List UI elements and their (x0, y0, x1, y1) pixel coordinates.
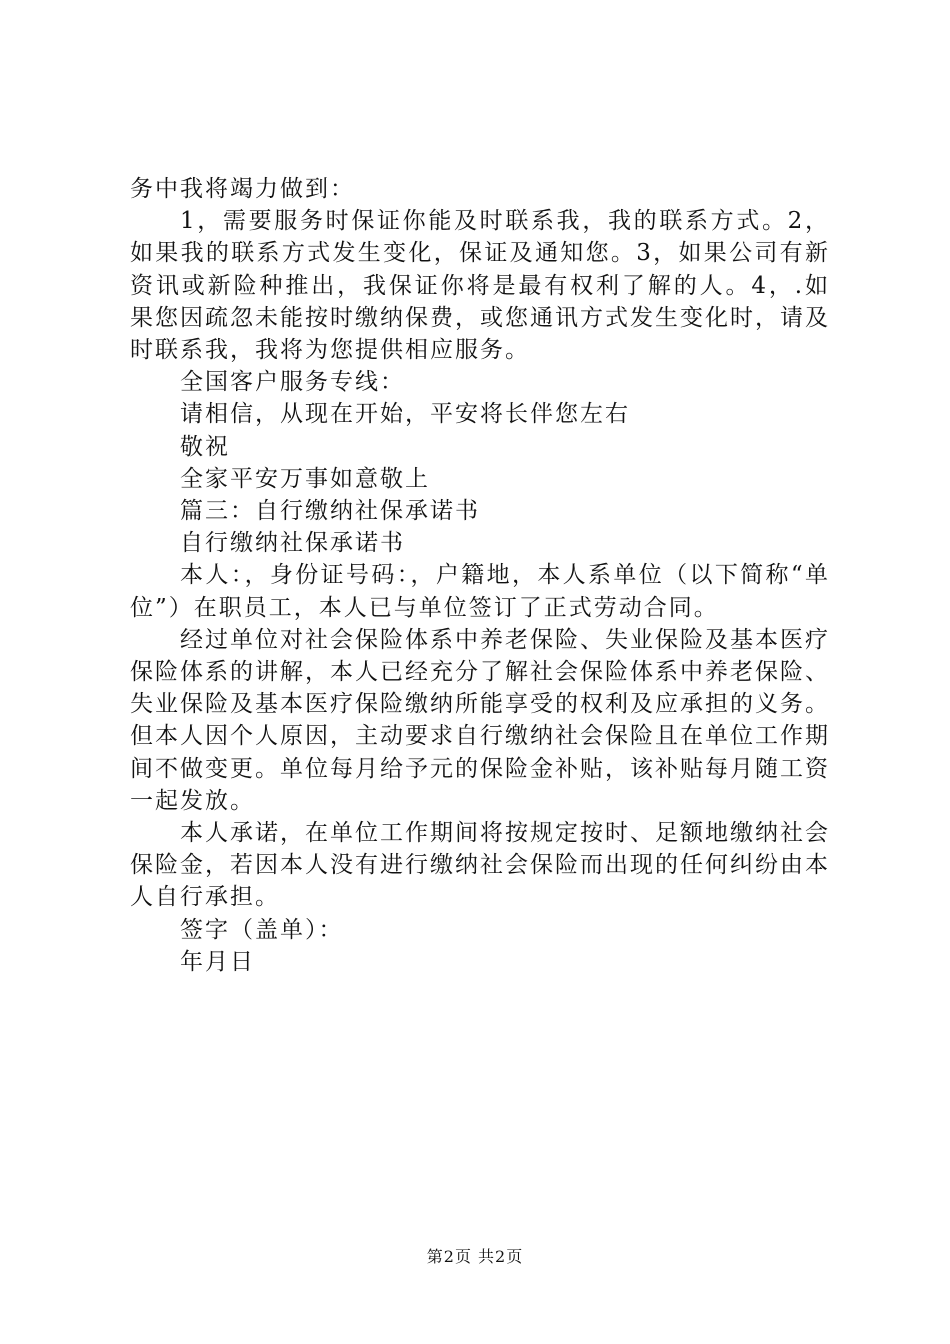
document-paragraph: 本人承诺，在单位工作期间将按规定按时、足额地缴纳社会保险金，若因本人没有进行缴纳社会保险而出现的任何纠纷由本人自行承担。 (130, 820, 830, 911)
document-body (130, 173, 830, 978)
document-paragraph: 请相信，从现在开始，平安将长伴您左右 (180, 401, 630, 428)
document-paragraph: 全国客户服务专线： (180, 369, 405, 396)
document-paragraph: 本人：，身份证号码：，户籍地，本人系单位（以下简称“单位”）在职员工，本人已与单位签订了正式劳动合同。 (130, 562, 830, 621)
page-footer: 第2页 共2页 (426, 1247, 524, 1266)
document-paragraph: 经过单位对社会保险体系中养老保险、失业保险及基本医疗保险体系的讲解，本人已经充分了解社会保险体系中养老保险、失业保险及基本医疗保险缴纳所能享受的权利及应承担的义务。但本人因个人原因，主动要求自行缴纳社会保险且在单位工作期间不做变更。单位每月给予元的保险金补贴，该补贴每月随工资一起发放。 (130, 626, 830, 814)
document-paragraph: 敬祝 (180, 433, 230, 460)
document-paragraph: 全家平安万事如意敬上 (180, 465, 430, 492)
document-paragraph: 务中我将竭力做到： (130, 176, 355, 202)
document-paragraph: 1，需要服务时保证你能及时联系我，我的联系方式。2，如果我的联系方式发生变化，保证及通知您。3，如果公司有新资讯或新险种推出，我保证你将是最有权利了解的人。4，.如果您因疏忽未能按时缴纳保费，或您通讯方式发生变化时，请及时联系我，我将为您提供相应服务。 (130, 208, 830, 364)
document-paragraph: 签字（盖单）： (180, 916, 344, 943)
document-paragraph: 年月日 (180, 948, 255, 975)
document-paragraph: 自行缴纳社保承诺书 (180, 530, 405, 557)
document-paragraph: 篇三：自行缴纳社保承诺书 (180, 498, 480, 525)
